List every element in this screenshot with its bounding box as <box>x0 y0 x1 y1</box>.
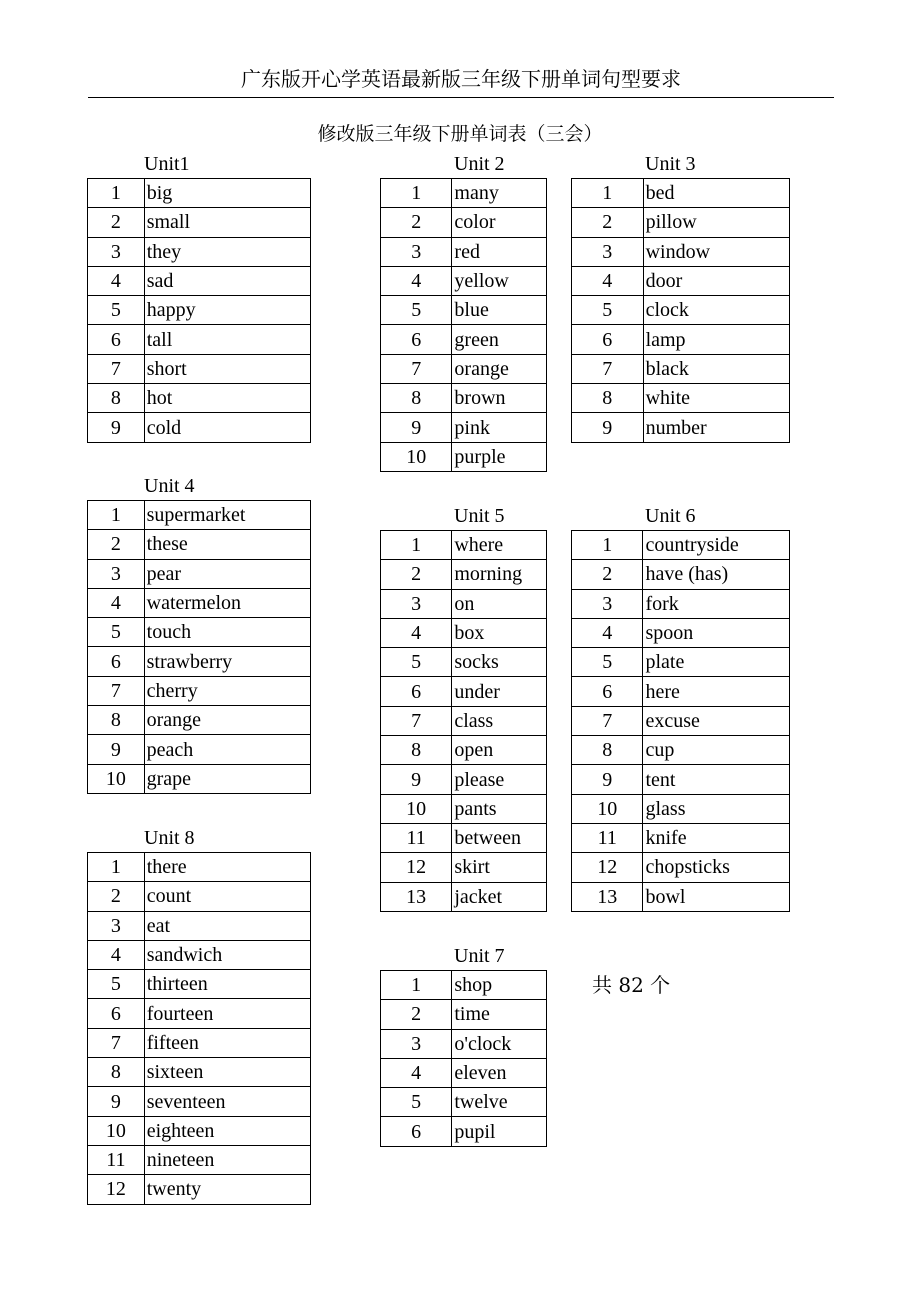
table-row <box>381 208 547 237</box>
table-row <box>381 266 547 295</box>
table-row <box>88 237 311 266</box>
table-row <box>381 823 547 852</box>
row-number: 3 <box>381 1029 452 1058</box>
vocabulary-word: twelve <box>452 1088 547 1117</box>
vocabulary-word: on <box>452 589 547 618</box>
table-row <box>572 266 790 295</box>
row-number: 5 <box>88 296 145 325</box>
row-number: 6 <box>88 325 145 354</box>
row-number: 4 <box>88 588 145 617</box>
table-row <box>572 531 790 560</box>
table-row <box>572 237 790 266</box>
vocabulary-word: glass <box>643 794 790 823</box>
table-row <box>88 706 311 735</box>
table-row <box>88 354 311 383</box>
unit3-word-table <box>571 178 790 443</box>
row-number: 1 <box>88 501 145 530</box>
row-number: 5 <box>88 618 145 647</box>
table-row <box>88 1087 311 1116</box>
row-number: 8 <box>572 384 644 413</box>
table-row <box>381 531 547 560</box>
table-row <box>88 882 311 911</box>
row-number: 2 <box>572 560 643 589</box>
vocabulary-word: strawberry <box>144 647 310 676</box>
vocabulary-word: count <box>144 882 310 911</box>
row-number: 6 <box>381 1117 452 1146</box>
table-row <box>381 296 547 325</box>
vocabulary-word: green <box>452 325 547 354</box>
unit5-title: Unit 5 <box>454 505 505 527</box>
row-number: 3 <box>88 237 145 266</box>
table-row <box>572 354 790 383</box>
row-number: 6 <box>381 325 452 354</box>
table-row <box>381 882 547 911</box>
unit7-title: Unit 7 <box>454 945 505 967</box>
row-number: 10 <box>381 794 452 823</box>
table-row <box>88 676 311 705</box>
row-number: 9 <box>572 765 643 794</box>
vocabulary-word: twenty <box>144 1175 310 1204</box>
vocabulary-word: watermelon <box>144 588 310 617</box>
table-row <box>381 179 547 208</box>
table-row <box>381 1058 547 1087</box>
table-row <box>572 325 790 354</box>
table-row <box>381 648 547 677</box>
vocabulary-word: supermarket <box>144 501 310 530</box>
row-number: 7 <box>381 706 452 735</box>
vocabulary-word: between <box>452 823 547 852</box>
vocabulary-word: small <box>144 208 310 237</box>
vocabulary-word: fork <box>643 589 790 618</box>
vocabulary-word: blue <box>452 296 547 325</box>
row-number: 3 <box>88 911 145 940</box>
unit8-title: Unit 8 <box>144 827 195 849</box>
vocabulary-word: cup <box>643 736 790 765</box>
table-row <box>572 589 790 618</box>
vocabulary-word: white <box>643 384 789 413</box>
vocabulary-word: pupil <box>452 1117 547 1146</box>
row-number: 12 <box>88 1175 145 1204</box>
row-number: 10 <box>88 764 145 793</box>
vocabulary-word: jacket <box>452 882 547 911</box>
table-row <box>88 296 311 325</box>
vocabulary-word: black <box>643 354 789 383</box>
row-number: 1 <box>572 179 644 208</box>
table-row <box>572 618 790 647</box>
row-number: 5 <box>381 296 452 325</box>
table-row <box>88 970 311 999</box>
row-number: 8 <box>88 384 145 413</box>
row-number: 2 <box>88 208 145 237</box>
table-row <box>381 354 547 383</box>
unit4-word-table <box>87 500 311 794</box>
unit4-title: Unit 4 <box>144 475 195 497</box>
row-number: 2 <box>88 530 145 559</box>
unit3-title: Unit 3 <box>645 153 696 175</box>
vocabulary-word: clock <box>643 296 789 325</box>
unit8-word-table <box>87 852 311 1205</box>
row-number: 1 <box>88 853 145 882</box>
table-row <box>88 764 311 793</box>
row-number: 1 <box>88 179 145 208</box>
vocabulary-word: red <box>452 237 547 266</box>
vocabulary-word: under <box>452 677 547 706</box>
vocabulary-word: morning <box>452 560 547 589</box>
unit6-word-table <box>571 530 790 912</box>
table-row <box>88 501 311 530</box>
table-row <box>381 384 547 413</box>
vocabulary-word: number <box>643 413 789 442</box>
row-number: 5 <box>381 648 452 677</box>
table-row <box>88 1145 311 1174</box>
table-row <box>88 1116 311 1145</box>
vocabulary-word: open <box>452 736 547 765</box>
vocabulary-word: skirt <box>452 853 547 882</box>
vocabulary-word: bowl <box>643 882 790 911</box>
table-row <box>88 530 311 559</box>
row-number: 5 <box>88 970 145 999</box>
vocabulary-word: peach <box>144 735 310 764</box>
table-row <box>88 325 311 354</box>
table-row <box>88 735 311 764</box>
row-number: 6 <box>88 999 145 1028</box>
table-row <box>572 823 790 852</box>
table-row <box>572 765 790 794</box>
vocabulary-word: where <box>452 531 547 560</box>
vocabulary-word: spoon <box>643 618 790 647</box>
table-row <box>572 560 790 589</box>
row-number: 8 <box>381 384 452 413</box>
row-number: 8 <box>572 736 643 765</box>
page-header: 广东版开心学英语最新版三年级下册单词句型要求 <box>88 64 834 98</box>
vocabulary-word: please <box>452 765 547 794</box>
row-number: 7 <box>88 1028 145 1057</box>
vocabulary-word: box <box>452 618 547 647</box>
row-number: 3 <box>381 589 452 618</box>
vocabulary-word: eleven <box>452 1058 547 1087</box>
row-number: 9 <box>88 1087 145 1116</box>
row-number: 5 <box>572 648 643 677</box>
table-row <box>88 647 311 676</box>
row-number: 4 <box>572 618 643 647</box>
row-number: 1 <box>381 531 452 560</box>
row-number: 10 <box>88 1116 145 1145</box>
row-number: 4 <box>381 1058 452 1087</box>
table-row <box>381 677 547 706</box>
vocabulary-word: grape <box>144 764 310 793</box>
table-row <box>88 853 311 882</box>
row-number: 10 <box>381 442 452 471</box>
table-row <box>381 237 547 266</box>
row-number: 1 <box>572 531 643 560</box>
unit2-word-table <box>380 178 547 472</box>
vocabulary-word: orange <box>452 354 547 383</box>
vocabulary-word: happy <box>144 296 310 325</box>
table-row <box>572 736 790 765</box>
table-row <box>381 560 547 589</box>
vocabulary-word: pink <box>452 413 547 442</box>
table-row <box>572 677 790 706</box>
table-row <box>381 589 547 618</box>
row-number: 2 <box>88 882 145 911</box>
table-row <box>88 1058 311 1087</box>
unit1-word-table <box>87 178 311 443</box>
vocabulary-word: fifteen <box>144 1028 310 1057</box>
row-number: 9 <box>572 413 644 442</box>
table-row <box>572 794 790 823</box>
unit5-word-table <box>380 530 547 912</box>
row-number: 2 <box>381 560 452 589</box>
vocabulary-word: hot <box>144 384 310 413</box>
row-number: 9 <box>88 735 145 764</box>
row-number: 7 <box>381 354 452 383</box>
vocabulary-word: lamp <box>643 325 789 354</box>
vocabulary-word: cherry <box>144 676 310 705</box>
vocabulary-word: tent <box>643 765 790 794</box>
vocabulary-word: touch <box>144 618 310 647</box>
table-row <box>572 648 790 677</box>
row-number: 3 <box>572 589 643 618</box>
unit1-title: Unit1 <box>144 153 190 175</box>
table-row <box>572 384 790 413</box>
table-row <box>88 999 311 1028</box>
vocabulary-word: eat <box>144 911 310 940</box>
vocabulary-word: there <box>144 853 310 882</box>
vocabulary-word: pear <box>144 559 310 588</box>
unit2-title: Unit 2 <box>454 153 505 175</box>
vocabulary-word: sandwich <box>144 940 310 969</box>
table-row <box>88 940 311 969</box>
table-row <box>381 1117 547 1146</box>
row-number: 9 <box>88 413 145 442</box>
table-row <box>88 1028 311 1057</box>
vocabulary-word: socks <box>452 648 547 677</box>
row-number: 11 <box>381 823 452 852</box>
vocabulary-word: o'clock <box>452 1029 547 1058</box>
vocabulary-word: big <box>144 179 310 208</box>
vocabulary-word: class <box>452 706 547 735</box>
table-row <box>381 1088 547 1117</box>
row-number: 4 <box>381 618 452 647</box>
table-row <box>381 853 547 882</box>
vocabulary-word: shop <box>452 971 547 1000</box>
table-row <box>381 1029 547 1058</box>
row-number: 3 <box>381 237 452 266</box>
row-number: 3 <box>572 237 644 266</box>
vocabulary-word: these <box>144 530 310 559</box>
row-number: 9 <box>381 765 452 794</box>
row-number: 1 <box>381 179 452 208</box>
table-row <box>381 736 547 765</box>
vocabulary-word: nineteen <box>144 1145 310 1174</box>
row-number: 13 <box>381 882 452 911</box>
vocabulary-word: brown <box>452 384 547 413</box>
row-number: 9 <box>381 413 452 442</box>
vocabulary-word: they <box>144 237 310 266</box>
table-row <box>88 384 311 413</box>
vocabulary-word: cold <box>144 413 310 442</box>
row-number: 11 <box>88 1145 145 1174</box>
vocabulary-word: yellow <box>452 266 547 295</box>
table-row <box>88 179 311 208</box>
row-number: 11 <box>572 823 643 852</box>
vocabulary-word: many <box>452 179 547 208</box>
table-row <box>381 706 547 735</box>
table-row <box>572 706 790 735</box>
row-number: 13 <box>572 882 643 911</box>
vocabulary-word: thirteen <box>144 970 310 999</box>
table-row <box>88 559 311 588</box>
vocabulary-word: have (has) <box>643 560 790 589</box>
vocabulary-word: seventeen <box>144 1087 310 1116</box>
row-number: 4 <box>88 266 145 295</box>
table-row <box>88 618 311 647</box>
table-row <box>381 1000 547 1029</box>
vocabulary-word: plate <box>643 648 790 677</box>
row-number: 3 <box>88 559 145 588</box>
row-number: 6 <box>572 677 643 706</box>
table-row <box>381 971 547 1000</box>
table-row <box>572 208 790 237</box>
row-number: 12 <box>381 853 452 882</box>
table-row <box>381 765 547 794</box>
vocabulary-word: purple <box>452 442 547 471</box>
unit7-word-table <box>380 970 547 1147</box>
vocabulary-word: pants <box>452 794 547 823</box>
unit6-title: Unit 6 <box>645 505 696 527</box>
page-subtitle: 修改版三年级下册单词表（三会） <box>317 123 603 145</box>
row-number: 4 <box>381 266 452 295</box>
table-row <box>88 208 311 237</box>
table-row <box>88 413 311 442</box>
vocabulary-word: tall <box>144 325 310 354</box>
vocabulary-word: here <box>643 677 790 706</box>
total-count: 共 82 个 <box>592 973 671 997</box>
row-number: 8 <box>88 706 145 735</box>
table-row <box>381 325 547 354</box>
table-row <box>381 618 547 647</box>
table-row <box>572 853 790 882</box>
row-number: 2 <box>381 1000 452 1029</box>
row-number: 1 <box>381 971 452 1000</box>
row-number: 5 <box>572 296 644 325</box>
row-number: 12 <box>572 853 643 882</box>
vocabulary-word: door <box>643 266 789 295</box>
vocabulary-word: pillow <box>643 208 789 237</box>
table-row <box>572 296 790 325</box>
row-number: 8 <box>381 736 452 765</box>
table-row <box>88 588 311 617</box>
vocabulary-word: sixteen <box>144 1058 310 1087</box>
table-row <box>381 413 547 442</box>
row-number: 6 <box>381 677 452 706</box>
vocabulary-word: countryside <box>643 531 790 560</box>
vocabulary-word: orange <box>144 706 310 735</box>
vocabulary-word: fourteen <box>144 999 310 1028</box>
row-number: 7 <box>88 354 145 383</box>
table-row <box>572 179 790 208</box>
vocabulary-word: chopsticks <box>643 853 790 882</box>
vocabulary-word: knife <box>643 823 790 852</box>
vocabulary-word: color <box>452 208 547 237</box>
row-number: 7 <box>88 676 145 705</box>
row-number: 5 <box>381 1088 452 1117</box>
vocabulary-word: time <box>452 1000 547 1029</box>
row-number: 8 <box>88 1058 145 1087</box>
table-row <box>381 442 547 471</box>
vocabulary-word: short <box>144 354 310 383</box>
row-number: 6 <box>572 325 644 354</box>
table-row <box>572 413 790 442</box>
table-row <box>381 794 547 823</box>
row-number: 7 <box>572 706 643 735</box>
row-number: 7 <box>572 354 644 383</box>
vocabulary-word: sad <box>144 266 310 295</box>
row-number: 2 <box>572 208 644 237</box>
vocabulary-word: eighteen <box>144 1116 310 1145</box>
row-number: 2 <box>381 208 452 237</box>
vocabulary-word: window <box>643 237 789 266</box>
vocabulary-word: excuse <box>643 706 790 735</box>
table-row <box>88 911 311 940</box>
table-row <box>572 882 790 911</box>
row-number: 10 <box>572 794 643 823</box>
row-number: 6 <box>88 647 145 676</box>
row-number: 4 <box>572 266 644 295</box>
vocabulary-word: bed <box>643 179 789 208</box>
row-number: 4 <box>88 940 145 969</box>
table-row <box>88 266 311 295</box>
table-row <box>88 1175 311 1204</box>
